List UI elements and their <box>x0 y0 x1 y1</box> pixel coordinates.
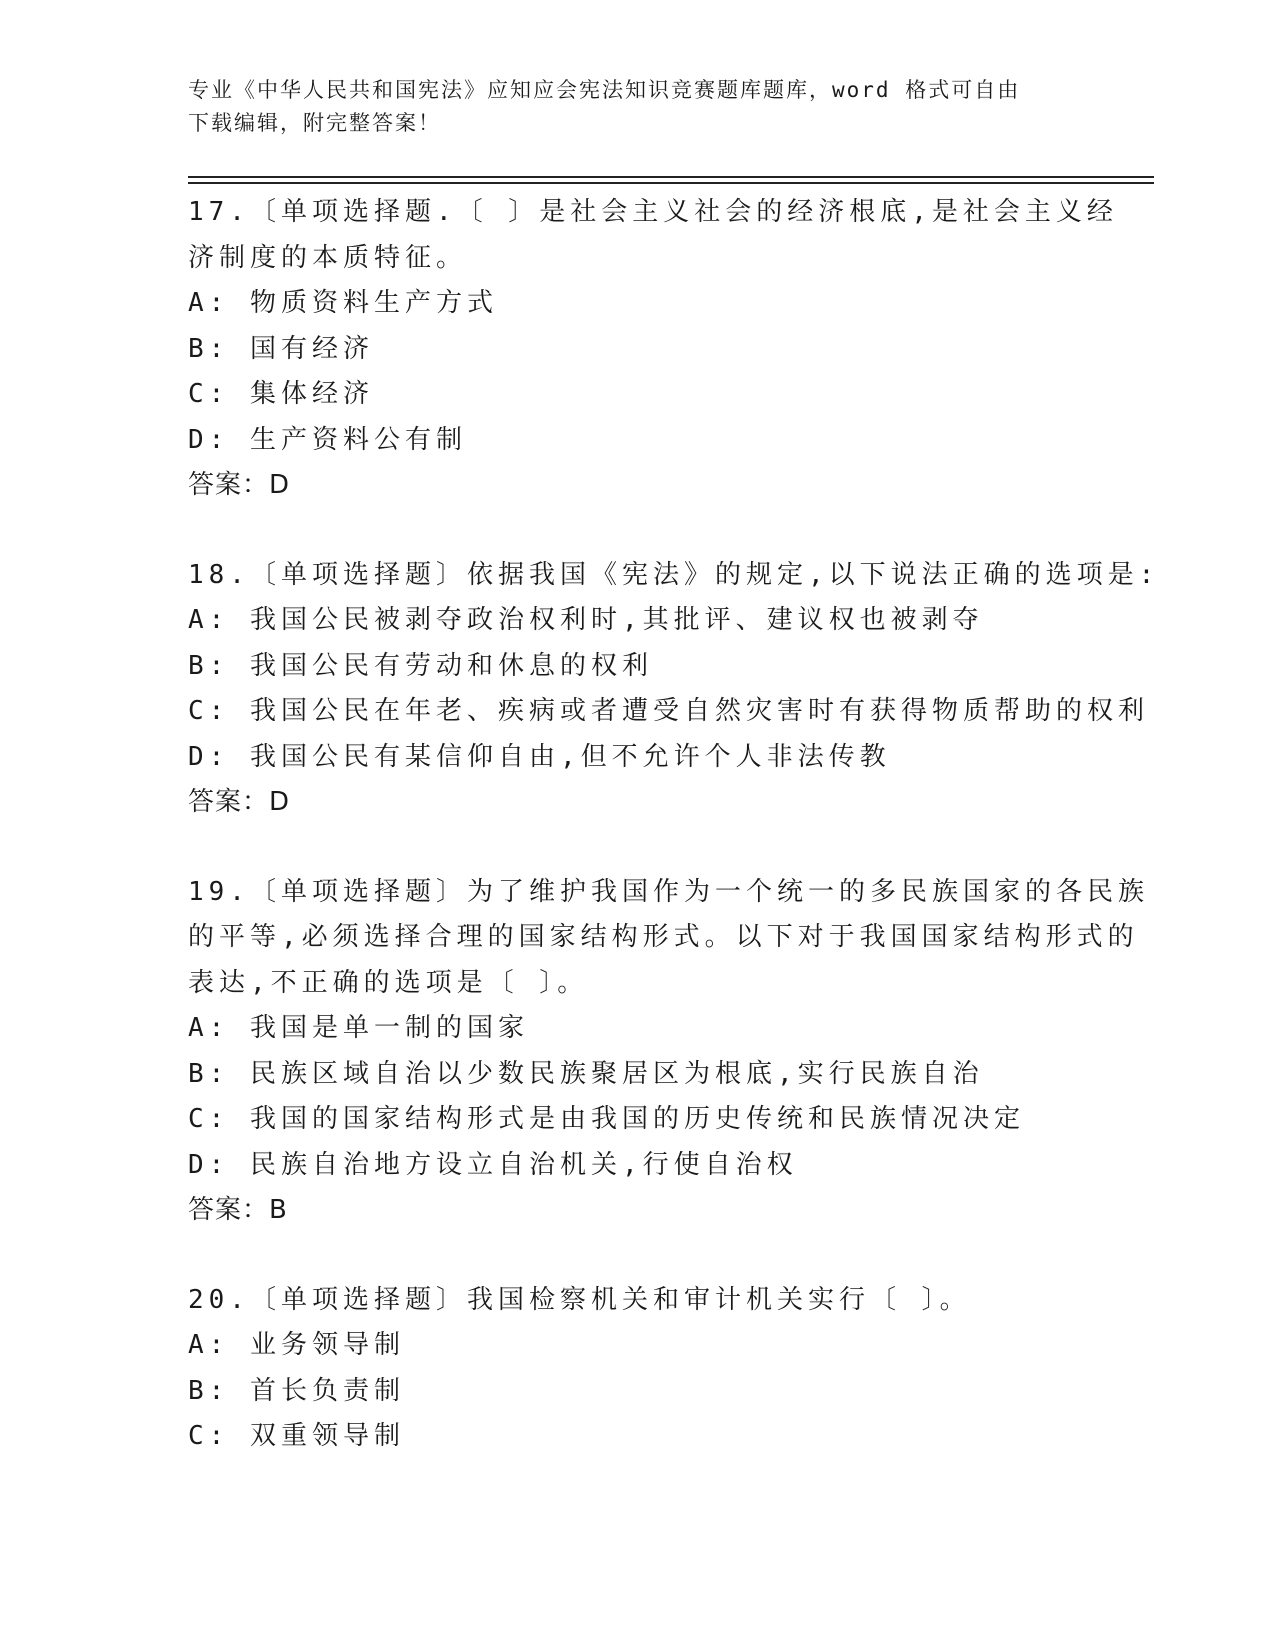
option-d: D: 生产资料公有制 <box>188 424 467 455</box>
header-line-2: 下载编辑，附完整答案！ <box>188 111 441 135</box>
option-c: C: 集体经济 <box>188 379 374 409</box>
question-stem-line: 18.〔单项选择题〕依据我国《宪法》的规定,以下说法正确的选项是: <box>188 559 1160 590</box>
question-17 <box>188 190 1118 509</box>
header-divider-top <box>188 176 1154 178</box>
option-b: B: 我国公民有劳动和休息的权利 <box>188 650 653 681</box>
option-c: C: 双重领导制 <box>188 1421 405 1451</box>
question-stem-line: 20.〔单项选择题〕我国检察机关和审计机关实行〔 〕。 <box>188 1284 971 1315</box>
question-stem-line: 表达,不正确的选项是〔 〕。 <box>188 967 589 998</box>
header-divider-bottom <box>188 182 1154 184</box>
option-c: C: 我国公民在年老、疾病或者遭受自然灾害时有获得物质帮助的权利 <box>188 696 1149 726</box>
option-a: A: 我国是单一制的国家 <box>188 1013 529 1043</box>
option-b: B: 国有经济 <box>188 333 374 364</box>
answer-text: 答案：D <box>188 470 291 500</box>
document-header <box>188 74 1088 140</box>
question-19 <box>188 870 1149 1234</box>
option-a: A: 我国公民被剥夺政治权利时,其批评、建议权也被剥夺 <box>188 605 984 635</box>
question-stem-line: 济制度的本质特征。 <box>188 242 468 273</box>
question-list <box>188 190 1160 1504</box>
question-stem-line: 17.〔单项选择题.〔 〕是社会主义社会的经济根底,是社会主义经 <box>188 197 1118 227</box>
option-a: A: 业务领导制 <box>188 1330 405 1360</box>
option-d: D: 民族自治地方设立自治机关,行使自治权 <box>188 1149 798 1180</box>
question-stem-line: 的平等,必须选择合理的国家结构形式。以下对于我国国家结构形式的 <box>188 922 1139 952</box>
answer-text: 答案：D <box>188 787 291 817</box>
question-stem-line: 19.〔单项选择题〕为了维护我国作为一个统一的多民族国家的各民族 <box>188 876 1149 907</box>
option-b: B: 首长负责制 <box>188 1375 405 1406</box>
option-d: D: 我国公民有某信仰自由,但不允许个人非法传教 <box>188 741 891 772</box>
question-18 <box>188 553 1160 826</box>
answer-text: 答案：B <box>188 1195 288 1225</box>
option-a: A: 物质资料生产方式 <box>188 288 498 318</box>
question-20 <box>188 1278 1088 1460</box>
header-line-1: 专业《中华人民共和国宪法》应知应会宪法知识竞赛题库题库，word 格式可自由 <box>188 78 1021 102</box>
option-b: B: 民族区域自治以少数民族聚居区为根底,实行民族自治 <box>188 1058 984 1089</box>
option-c: C: 我国的国家结构形式是由我国的历史传统和民族情况决定 <box>188 1104 1025 1134</box>
